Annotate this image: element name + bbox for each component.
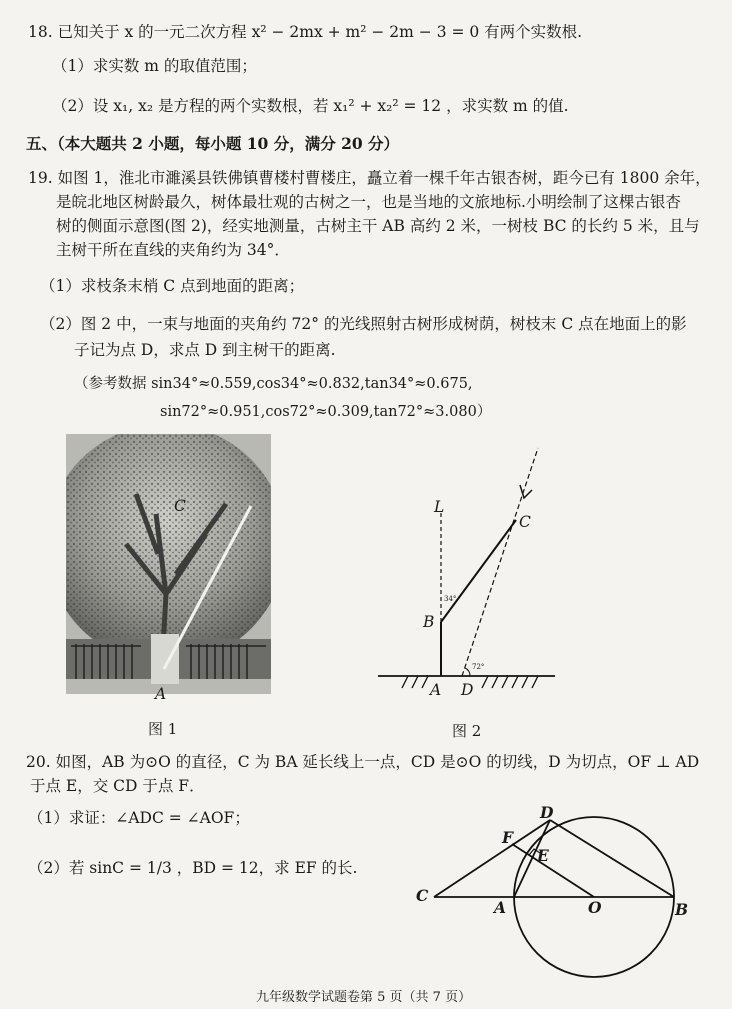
q19-line3: 树的侧面示意图(图 2)，经实地测量，古树主干 AB 高约 2 米，一树枝 BC 的长约 5 米，且与	[56, 217, 700, 235]
fig2-label-d: D	[461, 681, 474, 699]
fig3-label-o: O	[588, 898, 602, 917]
figure1-tree-photo	[66, 434, 271, 694]
q19-line1: 19. 如图 1，淮北市濉溪县铁佛镇曹楼村曹楼庄，矗立着一棵千年古银杏树，距今已有 1800 余年，	[28, 169, 711, 187]
page-footer: 九年级数学试题卷第 5 页（共 7 页）	[256, 990, 472, 1005]
fig1-caption: 图 1	[148, 720, 178, 738]
reference-data-line1: （参考数据 sin34°≈0.559,cos34°≈0.832,tan34°≈0.675,	[74, 376, 473, 392]
q18-part2: （2）设 x₁, x₂ 是方程的两个实数根，若 x₁² + x₂² = 12 ，求实数 m 的值.	[52, 97, 569, 115]
fig3-label-c: C	[416, 886, 429, 905]
line-of	[512, 844, 594, 897]
fig1-label-a: A	[155, 685, 167, 703]
light-ray-dashed	[462, 448, 538, 676]
q20-part1: （1）求证：∠ADC = ∠AOF；	[28, 809, 250, 827]
fig3-label-e: E	[537, 846, 549, 865]
reference-data-line2: sin72°≈0.951,cos72°≈0.309,tan72°≈3.080）	[160, 404, 492, 420]
figure3-circle-diagram	[410, 805, 700, 995]
fig2-angle-34: 34°	[444, 595, 457, 603]
q19-line2: 是皖北地区树龄最久，树体最壮观的古树之一，也是当地的文旅地标.小明绘制了这棵古银杏	[56, 193, 681, 211]
tree-photo-graphic	[66, 434, 271, 694]
figure2-diagram	[370, 440, 570, 700]
q18-part1: （1）求实数 m 的取值范围；	[52, 57, 257, 75]
fig3-label-d: D	[540, 803, 554, 822]
fig2-angle-72: 72°	[472, 663, 485, 671]
q20-line2: 于点 E，交 CD 于点 F．	[30, 777, 205, 795]
q19-part1: （1）求枝条末梢 C 点到地面的距离；	[40, 277, 305, 295]
section-header: 五、（本大题共 2 小题，每小题 10 分，满分 20 分）	[26, 134, 400, 153]
fig2-label-l: L	[434, 498, 445, 516]
fig1-label-c: C	[174, 497, 186, 515]
q18-stem: 18. 已知关于 x 的一元二次方程 x² − 2mx + m² − 2m − 3 = 0 有两个实数根.	[28, 23, 583, 41]
chord-db	[550, 820, 674, 897]
q19-part2-a: （2）图 2 中，一束与地面的夹角约 72° 的光线照射古树形成树荫，树枝末 C 点在地面上的影	[40, 315, 687, 333]
light-arrow-icon	[520, 485, 532, 498]
fig3-label-b: B	[675, 900, 689, 919]
fig2-label-b: B	[423, 613, 435, 631]
q19-line4: 主树干所在直线的夹角约为 34°．	[56, 241, 290, 259]
fig2-label-a: A	[430, 681, 442, 699]
branch-bc	[441, 520, 516, 622]
fig3-label-f: F	[502, 828, 514, 847]
q20-part2: （2）若 sinC = 1/3 ，BD = 12，求 EF 的长.	[28, 859, 358, 877]
fig3-label-a: A	[494, 898, 507, 917]
q20-line1: 20. 如图，AB 为⊙O 的直径，C 为 BA 延长线上一点，CD 是⊙O 的切线，D 为切点，OF ⊥ AD	[26, 753, 700, 771]
q19-part2-b: 子记为点 D，求点 D 到主树干的距离.	[74, 341, 336, 359]
angle72-arc	[465, 668, 470, 676]
fig2-caption: 图 2	[452, 722, 482, 740]
fig2-label-c: C	[519, 513, 531, 531]
